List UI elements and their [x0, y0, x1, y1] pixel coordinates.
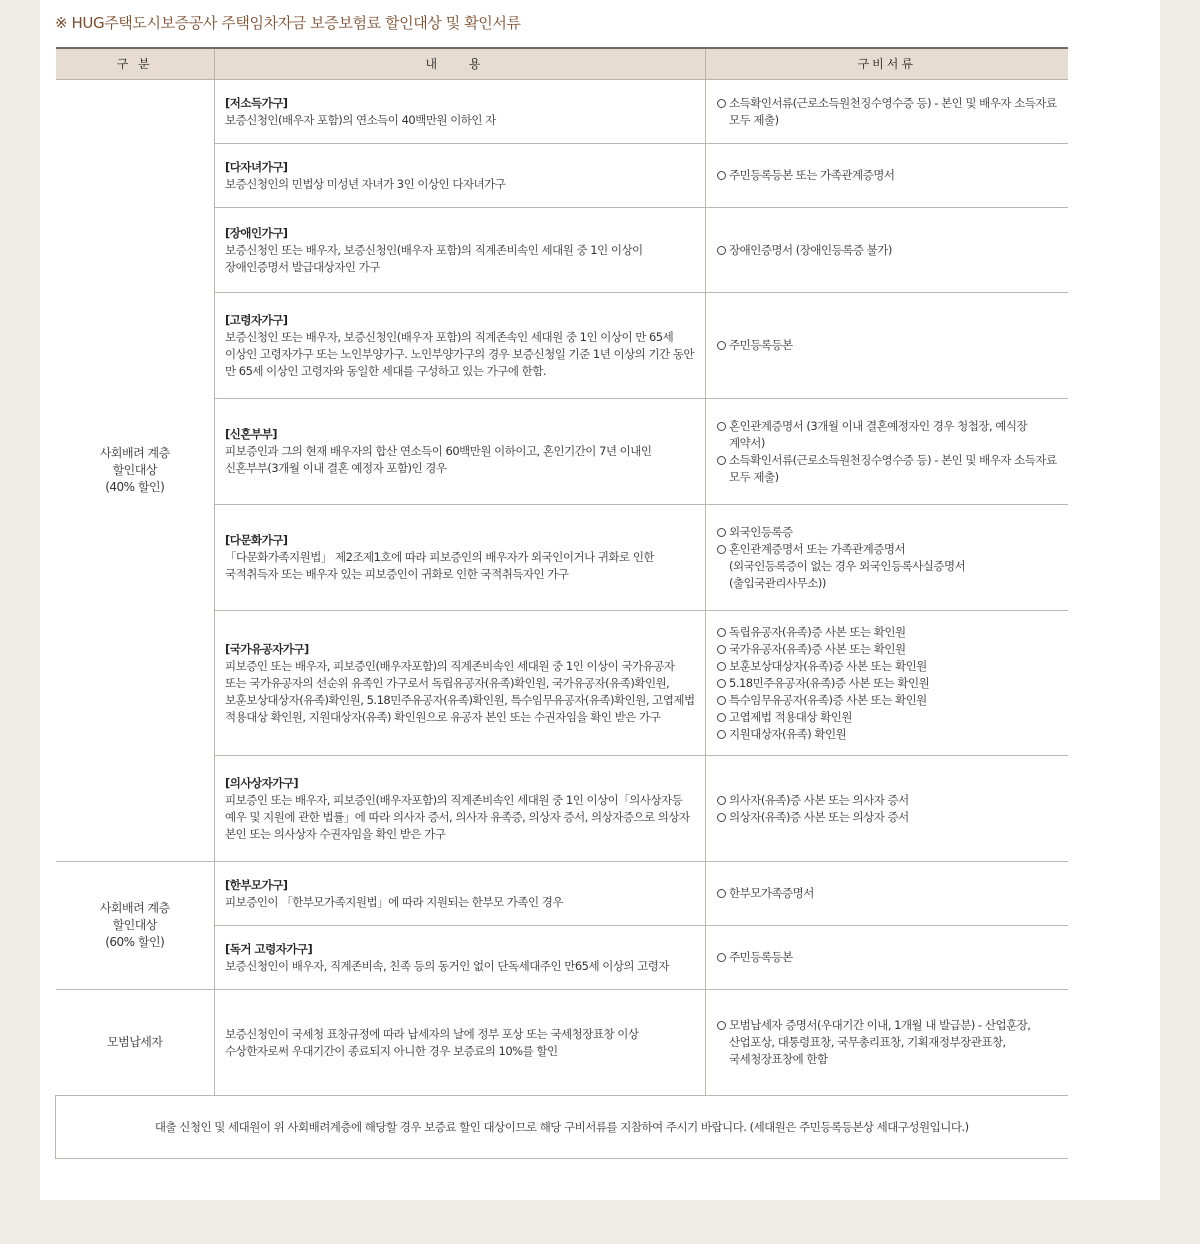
documents-cell: [706, 505, 1068, 611]
category-line: 모범납세자: [107, 1035, 163, 1049]
documents-cell: [706, 611, 1068, 756]
documents-cell: [706, 399, 1068, 505]
document-item: 소득확인서류(근로소득원천징수영수증 등) - 본인 및 배우자 소득자료 모두 제출): [716, 452, 1058, 486]
category-line: 사회배려 계층: [99, 446, 170, 460]
header-documents: 구비서류: [706, 48, 1068, 80]
content-cell: [215, 862, 706, 926]
category-cell: [56, 862, 215, 990]
table-header-row: [56, 48, 1068, 80]
row-heading: [다문화가구]: [225, 533, 288, 547]
table-row: [56, 80, 1068, 144]
row-description: 피보증인 또는 배우자, 피보증인(배우자포함)의 직계존비속인 세대원 중 1인 이상이 국가유공자 또는 국가유공자의 선순위 유족인 가구로서 독립유공자(유족)확인원, 국가유공자(유족)확인원, 보훈보상대상자(유족)확인원, 5.18민주유공자(유족)확인원, 특수임무유공자(유족)확인원, 고엽제법 적용대상 확인원, 지원대상자(유족) 확인원으로 유공자 본인 또는 수권자임을 확인 받은 가구: [225, 658, 695, 724]
document-note: (외국인등록증이 없는 경우 외국인등록사실증명서: [729, 558, 966, 573]
document-item: 특수임무유공자(유족)증 사본 또는 확인원: [716, 692, 1058, 709]
category-line: (60% 할인): [105, 935, 165, 949]
category-line: 할인대상: [112, 463, 157, 477]
document-item: 의사자(유족)증 사본 또는 의사자 증서: [716, 792, 1058, 809]
row-description: 피보증인 또는 배우자, 피보증인(배우자포함)의 직계존비속인 세대원 중 1인 이상이「의사상자등 예우 및 지원에 관한 법률」에 따라 의사자 증서, 의사자 유족증, 의상자 증서, 의상자증으로 의상자 본인 또는 의사상자 수권자임을 확인 받은 가구: [225, 792, 690, 841]
document-item: 주민등록등본 또는 가족관계증명서: [716, 167, 1058, 184]
document-item: 외국인등록증: [716, 524, 1058, 541]
row-description: 보증신청인이 배우자, 직계존비속, 친족 등의 동거인 없이 단독세대주인 만65세 이상의 고령자: [225, 958, 670, 973]
content-cell: [215, 505, 706, 611]
content-cell: [215, 399, 706, 505]
row-description: 보증신청인(배우자 포함)의 연소득이 40백만원 이하인 자: [225, 112, 496, 127]
document-item: 주민등록등본: [716, 337, 1058, 354]
row-heading: [저소득가구]: [225, 95, 288, 110]
content-cell: [215, 611, 706, 756]
row-heading: [독거 고령자가구]: [225, 941, 313, 956]
document-item: 한부모가족증명서: [716, 885, 1058, 902]
footer-note: 대출 신청인 및 세대원이 위 사회배려계층에 해당할 경우 보증료 할인 대상이므로 해당 구비서류를 지참하여 주시기 바랍니다. (세대원은 주민등록등본상 세대구성원입니다.): [56, 1096, 1068, 1159]
document-item: 고엽제법 적용대상 확인원: [716, 709, 1058, 726]
content-cell: [215, 990, 706, 1096]
row-description: 피보증인과 그의 현재 배우자의 합산 연소득이 60백만원 이하이고, 혼인기간이 7년 이내인 신혼부부(3개월 이내 결혼 예정자 포함)인 경우: [225, 444, 652, 475]
document-list: [716, 949, 1058, 966]
row-heading: [장애인가구]: [225, 225, 288, 240]
documents-cell: [706, 926, 1068, 990]
category-cell: [56, 80, 215, 862]
document-item: 혼인관계증명서 (3개월 이내 결혼예정자인 경우 청첩장, 예식장 계약서): [716, 418, 1058, 452]
document-item: 의상자(유족)증 사본 또는 의상자 증서: [716, 809, 1058, 826]
row-heading: [의사상자가구]: [225, 775, 299, 790]
document-item: 독립유공자(유족)증 사본 또는 확인원: [716, 624, 1058, 641]
documents-cell: [706, 756, 1068, 862]
document-item: 주민등록등본: [716, 949, 1058, 966]
row-description: 보증신청인의 민법상 미성년 자녀가 3인 이상인 다자녀가구: [225, 176, 506, 191]
document-item: 혼인관계증명서 또는 가족관계증명서: [716, 541, 1058, 558]
document-item: 지원대상자(유족) 확인원: [716, 726, 1058, 743]
row-heading: [고령자가구]: [225, 312, 288, 327]
row-description: 피보증인이 「한부모가족지원법」에 따라 지원되는 한부모 가족인 경우: [225, 894, 563, 909]
document-list: [716, 792, 1058, 826]
document-list: [716, 337, 1058, 354]
category-cell: [56, 990, 215, 1096]
documents-cell: [706, 80, 1068, 144]
content-cell: [215, 756, 706, 862]
document-note: (출입국관리사무소)): [729, 575, 826, 590]
content-cell: [215, 926, 706, 990]
row-heading: [신혼부부]: [225, 427, 277, 441]
documents-cell: [706, 990, 1068, 1096]
category-line: (40% 할인): [105, 480, 165, 494]
discount-table: [55, 47, 1068, 1159]
document-item: 장애인증명서 (장애인등록증 불가): [716, 242, 1058, 259]
category-line: 사회배려 계층: [99, 901, 170, 915]
table-body: [56, 80, 1068, 1159]
row-description: 보증신청인이 국세청 표창규정에 따라 납세자의 날에 정부 포상 또는 국세청장표창 이상 수상한자로써 우대기간이 종료되지 아니한 경우 보증료의 10%를 할인: [225, 1026, 639, 1058]
row-description: 보증신청인 또는 배우자, 보증신청인(배우자 포함)의 직계존비속인 세대원 중 1인 이상이 장애인증명서 발급대상자인 가구: [225, 242, 643, 274]
row-heading: [한부모가구]: [225, 877, 288, 892]
header-content: 내 용: [215, 48, 706, 80]
document-list: [716, 624, 1058, 743]
row-description: 보증신청인 또는 배우자, 보증신청인(배우자 포함)의 직계존속인 세대원 중 1인 이상이 만 65세 이상인 고령자가구 또는 노인부양가구. 노인부양가구의 경우 보증신청일 기준 1년 이상의 기간 동안 만 65세 이상인 고령자와 동일한 세대를 구성하고 있는 가구에 한함.: [225, 329, 695, 378]
content-cell: [215, 293, 706, 399]
document-item: 5.18민주유공자(유족)증 사본 또는 확인원: [716, 675, 1058, 692]
row-heading: [다자녀가구]: [225, 159, 288, 174]
document-item: 국가유공자(유족)증 사본 또는 확인원: [716, 641, 1058, 658]
row-description: 「다문화가족지원법」 제2조제1호에 따라 피보증인의 배우자가 외국인이거나 귀화로 인한 국적취득자 또는 배우자 있는 피보증인이 귀화로 인한 국적취득자인 가구: [225, 550, 655, 581]
row-heading: [국가유공자가구]: [225, 641, 309, 656]
category-line: 할인대상: [112, 918, 157, 932]
documents-cell: [706, 862, 1068, 926]
documents-cell: [706, 144, 1068, 208]
document-list: [716, 242, 1058, 259]
content-cell: [215, 80, 706, 144]
table-row: [56, 862, 1068, 926]
document-list: [716, 524, 1058, 592]
footer-row: [56, 1096, 1068, 1159]
documents-cell: [706, 293, 1068, 399]
document-item: 보훈보상대상자(유족)증 사본 또는 확인원: [716, 658, 1058, 675]
document-list: [716, 167, 1058, 184]
content-cell: [215, 144, 706, 208]
page-title: ※ HUG주택도시보증공사 주택임차자금 보증보험료 할인대상 및 확인서류: [55, 14, 521, 32]
document-item: 소득확인서류(근로소득원천징수영수증 등) - 본인 및 배우자 소득자료 모두 제출): [716, 95, 1058, 129]
document-list: [716, 1017, 1058, 1068]
documents-cell: [706, 208, 1068, 293]
document-list: [716, 95, 1058, 129]
document-item: 모범납세자 증명서(우대기간 이내, 1개월 내 발급분) - 산업훈장, 산업포상, 대통령표창, 국무총리표창, 기획재정부장관표창, 국세청장표창에 한함: [716, 1017, 1058, 1068]
document-list: [716, 885, 1058, 902]
document-list: [716, 418, 1058, 486]
header-category: 구 분: [56, 48, 215, 80]
content-cell: [215, 208, 706, 293]
table-row: [56, 990, 1068, 1096]
